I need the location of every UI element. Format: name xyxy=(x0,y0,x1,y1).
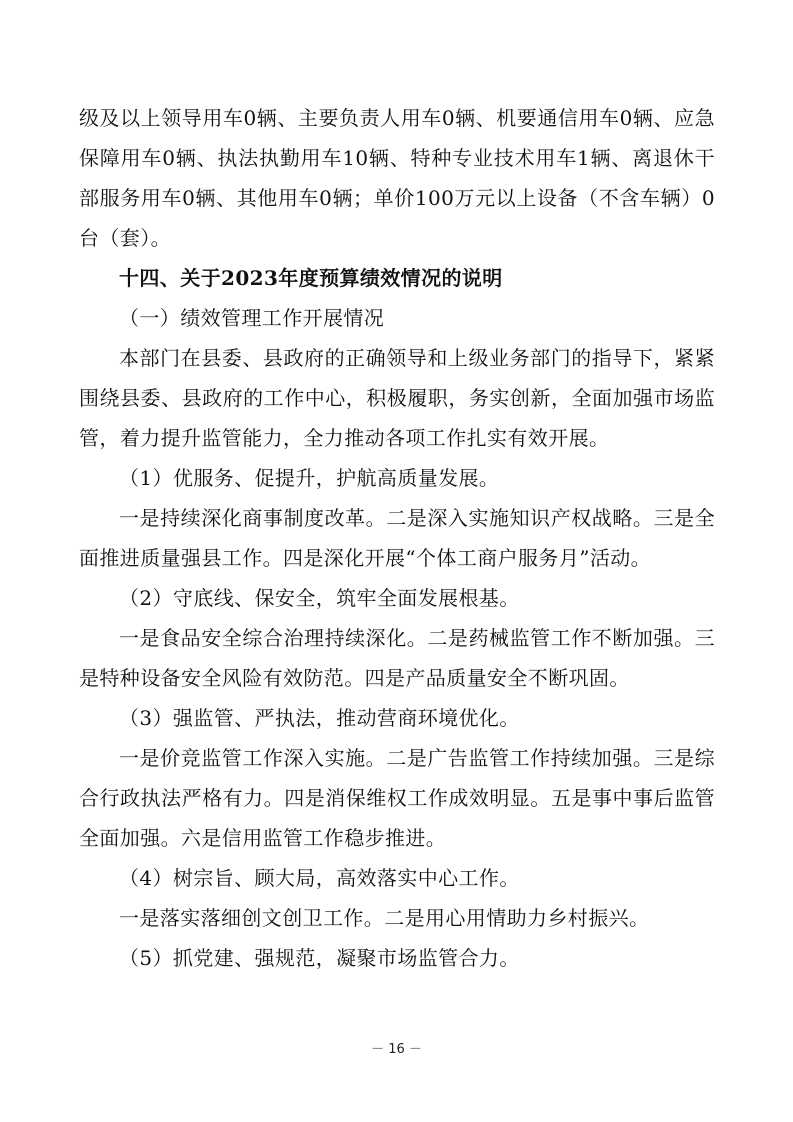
paragraph-overview: 本部门在县委、县政府的正确领导和上级业务部门的指导下，紧紧围绕县委、县政府的工作中心，积极履职，务实创新，全面加强市场监管，着力提升监管能力，全力推动各项工作扎实有效开展。 xyxy=(79,346,715,450)
subsection-heading-1: （一）绩效管理工作开展情况 xyxy=(119,306,385,330)
item-heading-4: （4）树宗旨、顾大局，高效落实中心工作。 xyxy=(119,866,520,890)
section-heading-14: 十四、关于2023年度预算绩效情况的说明 xyxy=(119,266,503,290)
paragraph-item-2: 一是食品安全综合治理持续深化。二是药械监管工作不断加强。三是特种设备安全风险有效防范。四是产品质量安全不断巩固。 xyxy=(79,626,715,690)
paragraph-item-1: 一是持续深化商事制度改革。二是深入实施知识产权战略。三是全面推进质量强县工作。四是深化开展“个体工商户服务月”活动。 xyxy=(79,506,715,570)
item-heading-5: （5）抓党建、强规范，凝聚市场监管合力。 xyxy=(119,946,520,970)
item-heading-2: （2）守底线、保安全，筑牢全面发展根基。 xyxy=(119,586,520,610)
document-body xyxy=(79,98,715,978)
item-heading-1: （1）优服务、促提升，护航高质量发展。 xyxy=(119,466,500,490)
item-heading-3: （3）强监管、严执法，推动营商环境优化。 xyxy=(119,706,520,730)
paragraph-item-3: 一是价竞监管工作深入实施。二是广告监管工作持续加强。三是综合行政执法严格有力。四是消保维权工作成效明显。五是事中事后监管全面加强。六是信用监管工作稳步推进。 xyxy=(79,746,715,850)
paragraph-vehicle-list: 级及以上领导用车0辆、主要负责人用车0辆、机要通信用车0辆、应急保障用车0辆、执法执勤用车10辆、特种专业技术用车1辆、离退休干部服务用车0辆、其他用车0辆；单价100万元以上设备（不含车辆）0台（套）。 xyxy=(79,106,715,250)
page-number: － 16 － xyxy=(371,1042,422,1057)
paragraph-item-4: 一是落实落细创文创卫工作。二是用心用情助力乡村振兴。 xyxy=(119,906,650,930)
